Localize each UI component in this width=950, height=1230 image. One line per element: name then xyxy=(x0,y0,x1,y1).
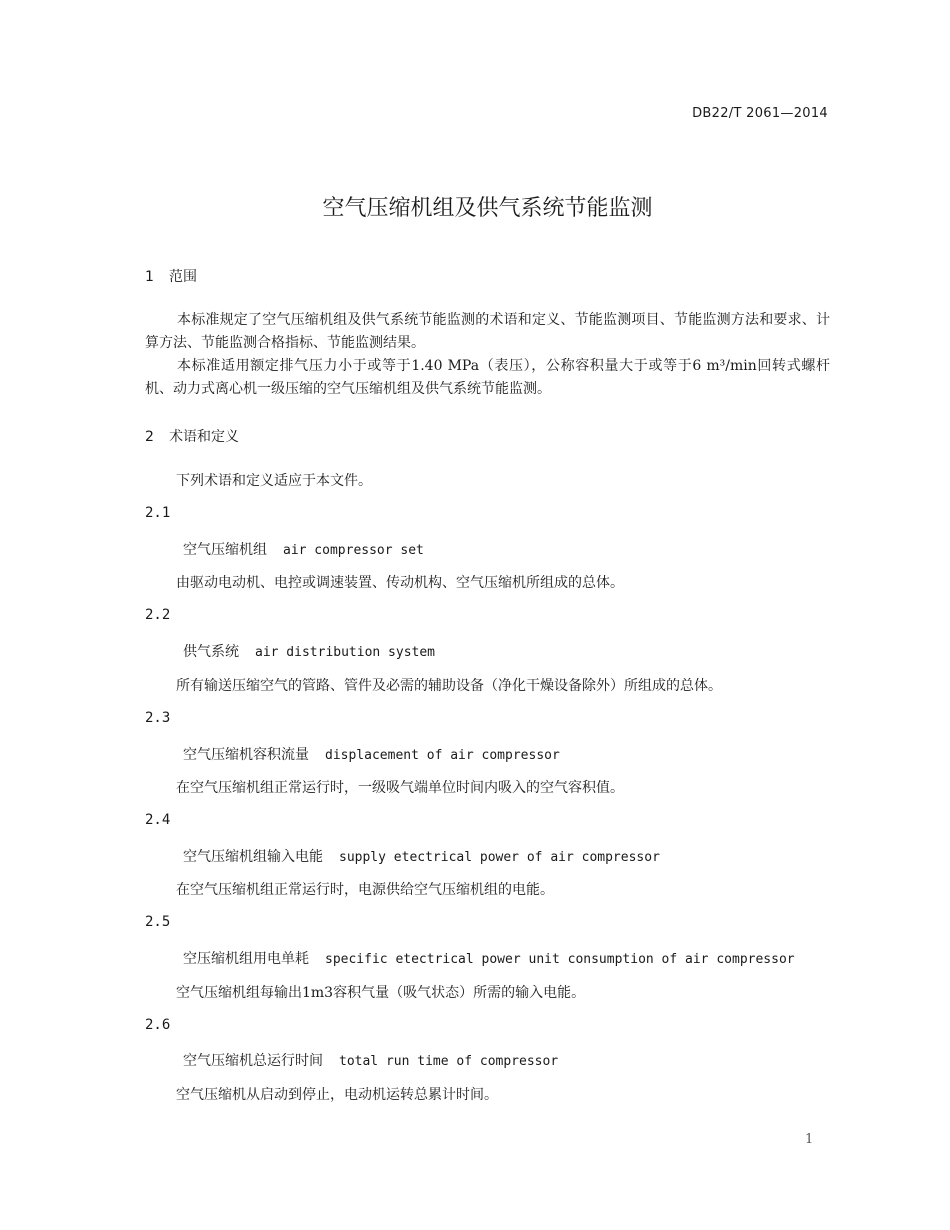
term-definition: 空气压缩机从启动到停止，电动机运转总累计时间。 xyxy=(176,1087,498,1103)
clause-number: 2.1 xyxy=(145,505,171,521)
term-entry xyxy=(183,539,424,559)
section-heading-1 xyxy=(145,266,197,286)
term-chinese: 空气压缩机组输入电能 xyxy=(183,849,323,865)
term-definition: 在空气压缩机组正常运行时，电源供给空气压缩机组的电能。 xyxy=(176,882,554,898)
term-english: air compressor set xyxy=(283,543,424,558)
term-definition: 在空气压缩机组正常运行时，一级吸气端单位时间内吸入的空气容积值。 xyxy=(176,780,624,796)
clause-number: 2.2 xyxy=(145,607,171,623)
clause-number: 2.4 xyxy=(145,812,171,828)
page-number: 1 xyxy=(805,1132,814,1147)
section-title: 范围 xyxy=(169,269,197,285)
section-heading-2 xyxy=(145,426,239,446)
term-definition: 所有输送压缩空气的管路、管件及必需的辅助设备（净化干燥设备除外）所组成的总体。 xyxy=(176,678,722,694)
standard-code: DB22/T 2061—2014 xyxy=(692,106,828,121)
clause-number: 2.3 xyxy=(145,710,171,726)
term-entry xyxy=(183,846,660,866)
term-definition: 空气压缩机组每输出1m3容积气量（吸气状态）所需的输入电能。 xyxy=(176,985,586,1001)
term-entry xyxy=(183,948,795,968)
term-chinese: 空气压缩机总运行时间 xyxy=(183,1053,323,1069)
clause-number: 2.5 xyxy=(145,914,171,930)
section-title: 术语和定义 xyxy=(169,429,239,445)
scope-paragraph-2: 本标准适用额定排气压力小于或等于1.40 MPa（表压），公称容积量大于或等于6 m³/min回转式螺杆机、动力式离心机一级压缩的空气压缩机组及供气系统节能监测。 xyxy=(145,358,830,397)
terms-intro: 下列术语和定义适应于本文件。 xyxy=(176,473,372,489)
clause-number: 2.6 xyxy=(145,1017,171,1033)
term-chinese: 供气系统 xyxy=(183,644,239,660)
term-entry xyxy=(183,641,435,661)
section-number: 1 xyxy=(145,269,154,285)
term-definition: 由驱动电动机、电控或调速装置、传动机构、空气压缩机所组成的总体。 xyxy=(176,575,624,591)
term-english: total run time of compressor xyxy=(339,1054,559,1069)
term-english: supply etectrical power of air compressor xyxy=(339,850,660,865)
term-chinese: 空气压缩机容积流量 xyxy=(183,747,309,763)
term-entry xyxy=(183,744,560,764)
term-entry xyxy=(183,1050,558,1070)
document-title: 空气压缩机组及供气系统节能监测 xyxy=(322,196,653,221)
term-chinese: 空气压缩机组 xyxy=(183,542,267,558)
term-english: displacement of air compressor xyxy=(325,748,560,763)
term-chinese: 空压缩机组用电单耗 xyxy=(183,951,309,967)
term-english: air distribution system xyxy=(255,645,436,660)
section-number: 2 xyxy=(145,429,154,445)
scope-paragraph-1: 本标准规定了空气压缩机组及供气系统节能监测的术语和定义、节能监测项目、节能监测方法和要求、计算方法、节能监测合格指标、节能监测结果。 xyxy=(145,312,830,351)
term-english: specific etectrical power unit consumption of air compressor xyxy=(325,952,795,967)
